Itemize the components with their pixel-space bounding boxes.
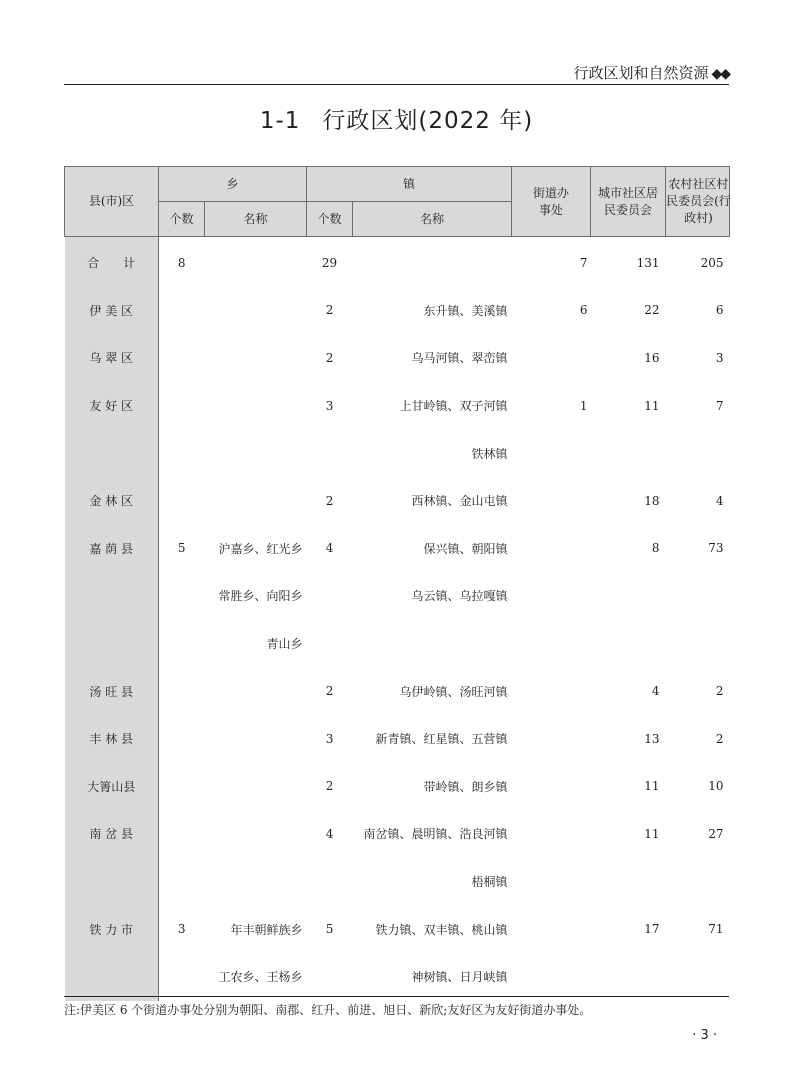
admin-division-table [64, 166, 730, 1001]
table-cell-jiedao [512, 620, 591, 668]
table-cell-jiedao [512, 525, 591, 573]
footnote: 注:伊美区 6 个街道办事处分别为朝阳、南郡、红升、前进、旭日、新欣;友好区为友好街道办事处。 [64, 1003, 592, 1017]
table-cell-jiedao [512, 905, 591, 953]
table-cell-xiang-count [159, 667, 205, 715]
header-city-committee [591, 167, 666, 237]
table-cell-city: 11 [644, 826, 660, 841]
table-cell-xiang-count [159, 287, 205, 335]
table-cell-region: 丰 林 县 [65, 715, 159, 763]
table-row [65, 905, 730, 953]
table-cell-zhen-names: 保兴镇、朝阳镇 [423, 541, 508, 556]
header-rule [64, 84, 729, 85]
running-head [0, 62, 729, 83]
table-cell-region: 乌 翠 区 [65, 334, 159, 382]
table-cell-zhen-count: 2 [325, 350, 334, 365]
table-cell-city: 13 [644, 731, 660, 746]
table-cell-rural: 205 [700, 255, 724, 270]
table-row [65, 715, 730, 763]
table-cell-xiang-names: 常胜乡、向阳乡 [218, 589, 303, 604]
table-cell-xiang-count [159, 715, 205, 763]
table-cell-zhen-count: 29 [321, 255, 338, 270]
table-cell-city: 17 [644, 922, 660, 937]
table-cell-xiang-names: 沪嘉乡、红光乡 [218, 541, 303, 556]
table-cell-xiang-names [205, 429, 307, 477]
table-cell-region: 汤 旺 县 [65, 667, 159, 715]
table-bottom-rule [64, 996, 729, 997]
table-cell-region [65, 620, 159, 668]
table-cell-rural: 73 [708, 541, 724, 556]
table-cell-zhen-names: 乌云镇、乌拉嘎镇 [411, 589, 508, 604]
table-cell-region: 金 林 区 [65, 477, 159, 525]
table-row [65, 763, 730, 811]
table-cell-xiang-names [205, 715, 307, 763]
table-cell-jiedao [512, 763, 591, 811]
table-cell-zhen-count: 3 [325, 398, 334, 413]
table-body [65, 237, 730, 1001]
table-cell-zhen-names: 南岔镇、晨明镇、浩良河镇 [363, 827, 508, 842]
table-cell-xiang-count: 5 [177, 541, 186, 556]
table-cell-city: 18 [644, 493, 660, 508]
table-cell-rural [666, 572, 730, 620]
table-cell-region: 嘉 荫 县 [65, 525, 159, 573]
table-cell-city [591, 572, 666, 620]
table-cell-xiang-count [159, 429, 205, 477]
table-cell-region [65, 572, 159, 620]
header-jiedao [512, 167, 591, 237]
table-title: 行政区划(2022 年) [322, 108, 534, 134]
table-row [65, 334, 730, 382]
table-cell-city [591, 429, 666, 477]
header-zhen-name: 名称 [353, 202, 512, 237]
header-xiang-name: 名称 [205, 202, 307, 237]
header-region: 县(市)区 [65, 167, 159, 237]
table-cell-jiedao [512, 715, 591, 763]
table-cell-jiedao: 7 [579, 255, 588, 270]
page-number: · 3 · [692, 1028, 717, 1043]
table-cell-zhen-count [307, 858, 353, 906]
table-cell-zhen-names [353, 620, 512, 668]
table-cell-zhen-count: 4 [325, 826, 334, 841]
table-cell-zhen-names: 上甘岭镇、双子河镇 [399, 399, 508, 414]
table-cell-jiedao: 1 [579, 398, 588, 413]
table-cell-region: 伊 美 区 [65, 287, 159, 335]
table-cell-zhen-count: 4 [325, 541, 334, 556]
table-cell-city: 16 [644, 350, 660, 365]
table-cell-city: 11 [644, 779, 660, 794]
table-cell-xiang-names [205, 477, 307, 525]
table-row [65, 287, 730, 335]
table-cell-region: 友 好 区 [65, 382, 159, 430]
table-cell-jiedao [512, 953, 591, 1001]
table-row [65, 477, 730, 525]
table-cell-region: 大箐山县 [65, 763, 159, 811]
table-cell-zhen-names: 西林镇、金山屯镇 [411, 494, 508, 509]
table-cell-zhen-count: 2 [325, 303, 334, 318]
table-cell-region: 合 计 [65, 237, 159, 287]
table-cell-rural: 27 [708, 826, 724, 841]
table-cell-zhen-count [307, 429, 353, 477]
table-cell-rural: 2 [715, 731, 724, 746]
page-title [0, 102, 793, 135]
table-cell-xiang-names [205, 287, 307, 335]
table-row [65, 620, 730, 668]
table-cell-xiang-names [205, 763, 307, 811]
table-cell-xiang-names: 工农乡、王杨乡 [218, 970, 303, 985]
diamond-ornament-icon: ◆◆ [711, 66, 729, 82]
table-cell-jiedao [512, 572, 591, 620]
table-cell-xiang-count [159, 382, 205, 430]
table-cell-zhen-names: 铁力镇、双丰镇、桃山镇 [375, 922, 508, 937]
table-cell-region: 南 岔 县 [65, 810, 159, 858]
table-cell-xiang-names [205, 667, 307, 715]
table-cell-zhen-count: 2 [325, 493, 334, 508]
table-cell-xiang-names [205, 858, 307, 906]
table-cell-xiang-names [205, 334, 307, 382]
header-xiang-count: 个数 [159, 202, 205, 237]
table-cell-xiang-count [159, 334, 205, 382]
table-cell-city: 4 [651, 684, 660, 699]
table-cell-zhen-count [307, 572, 353, 620]
table-cell-city: 11 [644, 398, 660, 413]
table-cell-jiedao [512, 810, 591, 858]
table-cell-city [591, 858, 666, 906]
table-cell-zhen-names: 神树镇、日月峡镇 [411, 970, 508, 985]
table-cell-rural: 7 [715, 398, 724, 413]
table-cell-xiang-count [159, 620, 205, 668]
header-city-text: 城市社区居民委员会 [598, 185, 659, 217]
table-cell-jiedao [512, 667, 591, 715]
table-cell-zhen-count [307, 953, 353, 1001]
table-cell-zhen-names: 带岭镇、朗乡镇 [423, 779, 508, 794]
table-cell-xiang-names: 年丰朝鲜族乡 [230, 922, 303, 937]
table-cell-rural: 71 [708, 922, 724, 937]
table-cell-city [591, 620, 666, 668]
table-cell-rural: 4 [715, 493, 724, 508]
table-cell-rural: 10 [708, 779, 724, 794]
table-cell-xiang-names: 青山乡 [266, 637, 303, 652]
table-cell-rural [666, 429, 730, 477]
table-cell-jiedao [512, 334, 591, 382]
table-row [65, 382, 730, 430]
table-cell-xiang-count [159, 572, 205, 620]
table-row [65, 858, 730, 906]
table-cell-xiang-count: 3 [177, 922, 186, 937]
table-cell-rural: 6 [715, 303, 724, 318]
table-row [65, 810, 730, 858]
table-cell-region [65, 429, 159, 477]
table-cell-jiedao: 6 [579, 303, 588, 318]
table-cell-zhen-count: 3 [325, 731, 334, 746]
table-cell-zhen-count: 5 [325, 922, 334, 937]
table-cell-zhen-names: 乌伊岭镇、汤旺河镇 [399, 684, 508, 699]
table-cell-zhen-count: 2 [325, 684, 334, 699]
table-row [65, 525, 730, 573]
table-cell-zhen-names: 东升镇、美溪镇 [423, 303, 508, 318]
header-zhen-count: 个数 [307, 202, 353, 237]
table-cell-xiang-count [159, 810, 205, 858]
header-rural-text: 农村社区村民委员会(行政村) [666, 177, 731, 225]
table-cell-rural [666, 953, 730, 1001]
table-cell-rural [666, 620, 730, 668]
table-row [65, 667, 730, 715]
table-cell-jiedao [512, 429, 591, 477]
table-cell-zhen-names: 新青镇、红星镇、五营镇 [375, 732, 508, 747]
header-jiedao-text: 街道办事处 [533, 185, 570, 217]
table-cell-rural [666, 858, 730, 906]
table-number: 1-1 [259, 108, 301, 134]
table-cell-zhen-names: 梧桐镇 [471, 875, 508, 890]
table-cell-jiedao [512, 858, 591, 906]
table-cell-xiang-count: 8 [177, 255, 186, 270]
table-cell-rural: 3 [715, 350, 724, 365]
table-row [65, 237, 730, 287]
table-cell-xiang-names [205, 237, 307, 287]
table-cell-xiang-names [205, 382, 307, 430]
table-cell-zhen-count: 2 [325, 779, 334, 794]
table-cell-city: 8 [651, 541, 660, 556]
table-cell-zhen-names: 铁林镇 [471, 446, 508, 461]
table-row [65, 953, 730, 1001]
table-cell-city: 131 [636, 255, 660, 270]
header-rural-committee [666, 167, 730, 237]
table-row [65, 429, 730, 477]
table-cell-xiang-count [159, 858, 205, 906]
header-xiang: 乡 [159, 167, 307, 202]
table-cell-zhen-names [353, 237, 512, 287]
table-row [65, 572, 730, 620]
table-cell-region [65, 953, 159, 1001]
table-cell-city: 22 [644, 303, 660, 318]
table-cell-zhen-count [307, 620, 353, 668]
table-cell-jiedao [512, 477, 591, 525]
table-cell-rural: 2 [715, 684, 724, 699]
table-cell-zhen-names: 乌马河镇、翠峦镇 [411, 351, 508, 366]
table-cell-xiang-count [159, 763, 205, 811]
table-cell-xiang-count [159, 477, 205, 525]
table-cell-xiang-names [205, 810, 307, 858]
table-cell-city [591, 953, 666, 1001]
running-head-text: 行政区划和自然资源 [573, 64, 709, 82]
header-zhen: 镇 [307, 167, 512, 202]
table-cell-xiang-count [159, 953, 205, 1001]
table-cell-region [65, 858, 159, 906]
table-cell-region: 铁 力 市 [65, 905, 159, 953]
